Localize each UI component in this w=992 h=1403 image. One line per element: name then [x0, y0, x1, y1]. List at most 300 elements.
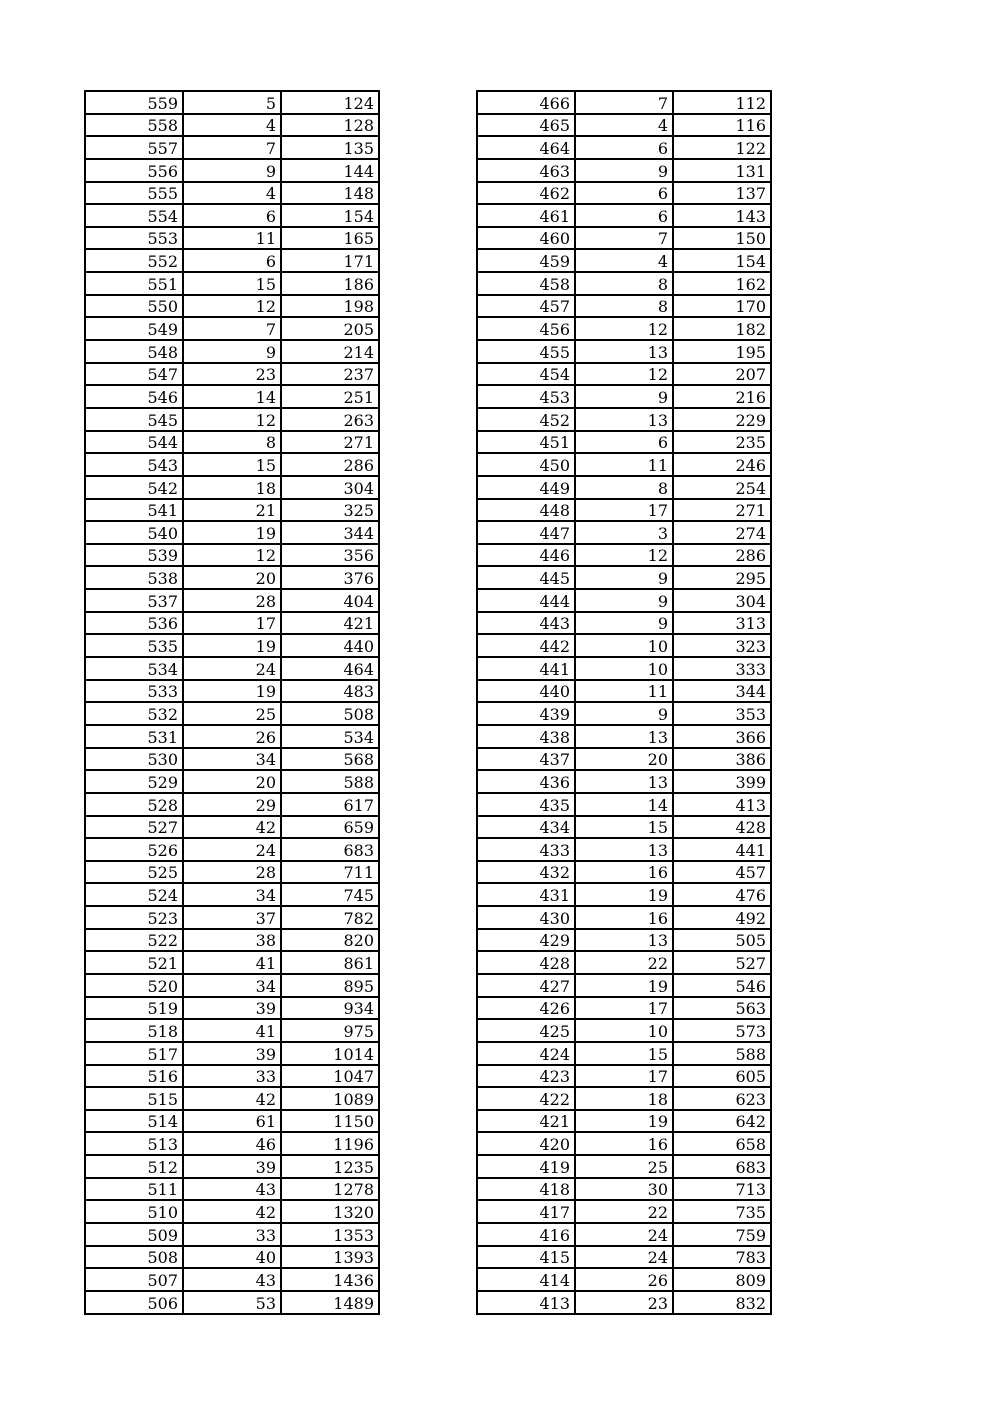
- score-cell: 445: [477, 566, 575, 589]
- score-cell: 520: [85, 974, 183, 997]
- count-cell: 25: [575, 1155, 673, 1178]
- count-cell: 12: [575, 544, 673, 567]
- count-cell: 43: [183, 1268, 281, 1291]
- count-cell: 9: [183, 159, 281, 182]
- cumulative-cell: 246: [673, 453, 771, 476]
- score-cell: 509: [85, 1223, 183, 1246]
- table-row: [477, 929, 771, 952]
- score-cell: 463: [477, 159, 575, 182]
- cumulative-cell: 428: [673, 816, 771, 839]
- cumulative-cell: 344: [673, 680, 771, 703]
- score-cell: 429: [477, 929, 575, 952]
- table-row: [85, 408, 379, 431]
- score-cell: 418: [477, 1178, 575, 1201]
- count-cell: 6: [183, 204, 281, 227]
- score-cell: 527: [85, 816, 183, 839]
- table-row: [477, 974, 771, 997]
- score-cell: 510: [85, 1200, 183, 1223]
- score-cell: 516: [85, 1065, 183, 1088]
- count-cell: 22: [575, 1200, 673, 1223]
- cumulative-cell: 1436: [281, 1268, 379, 1291]
- table-row: [477, 680, 771, 703]
- table-row: [85, 91, 379, 114]
- table-row: [85, 657, 379, 680]
- count-cell: 13: [575, 408, 673, 431]
- cumulative-cell: 527: [673, 951, 771, 974]
- count-cell: 18: [575, 1087, 673, 1110]
- cumulative-cell: 783: [673, 1246, 771, 1269]
- table-row: [477, 227, 771, 250]
- count-cell: 24: [575, 1223, 673, 1246]
- count-cell: 9: [575, 589, 673, 612]
- cumulative-cell: 492: [673, 906, 771, 929]
- table-row: [85, 725, 379, 748]
- score-cell: 448: [477, 499, 575, 522]
- score-cell: 443: [477, 612, 575, 635]
- count-cell: 12: [183, 295, 281, 318]
- score-cell: 438: [477, 725, 575, 748]
- count-cell: 11: [575, 680, 673, 703]
- table-row: [477, 1246, 771, 1269]
- score-cell: 424: [477, 1042, 575, 1065]
- table-row: [477, 544, 771, 567]
- score-cell: 550: [85, 295, 183, 318]
- count-cell: 34: [183, 883, 281, 906]
- count-cell: 61: [183, 1110, 281, 1133]
- count-cell: 41: [183, 951, 281, 974]
- table-row: [477, 476, 771, 499]
- score-cell: 462: [477, 182, 575, 205]
- table-row: [477, 997, 771, 1020]
- score-cell: 444: [477, 589, 575, 612]
- cumulative-cell: 143: [673, 204, 771, 227]
- cumulative-cell: 198: [281, 295, 379, 318]
- cumulative-cell: 182: [673, 317, 771, 340]
- cumulative-cell: 128: [281, 114, 379, 137]
- count-cell: 13: [575, 725, 673, 748]
- count-cell: 19: [575, 1110, 673, 1133]
- cumulative-cell: 975: [281, 1019, 379, 1042]
- score-cell: 553: [85, 227, 183, 250]
- table-row: [477, 91, 771, 114]
- cumulative-cell: 683: [673, 1155, 771, 1178]
- count-cell: 15: [575, 1042, 673, 1065]
- table-row: [477, 589, 771, 612]
- count-cell: 6: [575, 136, 673, 159]
- cumulative-cell: 399: [673, 770, 771, 793]
- count-cell: 7: [183, 317, 281, 340]
- score-cell: 542: [85, 476, 183, 499]
- count-cell: 28: [183, 589, 281, 612]
- table-row: [477, 408, 771, 431]
- score-cell: 532: [85, 702, 183, 725]
- cumulative-cell: 386: [673, 748, 771, 771]
- score-cell: 435: [477, 793, 575, 816]
- table-row: [85, 838, 379, 861]
- table-row: [477, 182, 771, 205]
- cumulative-cell: 861: [281, 951, 379, 974]
- count-cell: 16: [575, 906, 673, 929]
- score-cell: 511: [85, 1178, 183, 1201]
- table-row: [477, 612, 771, 635]
- score-cell: 544: [85, 431, 183, 454]
- cumulative-cell: 313: [673, 612, 771, 635]
- score-cell: 446: [477, 544, 575, 567]
- table-row: [85, 1065, 379, 1088]
- count-cell: 9: [575, 612, 673, 635]
- table-row: [85, 431, 379, 454]
- count-cell: 37: [183, 906, 281, 929]
- cumulative-cell: 605: [673, 1065, 771, 1088]
- score-cell: 557: [85, 136, 183, 159]
- count-cell: 17: [575, 997, 673, 1020]
- table-body: [85, 91, 379, 1314]
- cumulative-cell: 1089: [281, 1087, 379, 1110]
- score-cell: 425: [477, 1019, 575, 1042]
- score-cell: 537: [85, 589, 183, 612]
- count-cell: 39: [183, 1155, 281, 1178]
- count-cell: 8: [575, 295, 673, 318]
- count-cell: 10: [575, 634, 673, 657]
- cumulative-cell: 333: [673, 657, 771, 680]
- table-row: [477, 204, 771, 227]
- cumulative-cell: 573: [673, 1019, 771, 1042]
- count-cell: 16: [575, 1132, 673, 1155]
- score-cell: 517: [85, 1042, 183, 1065]
- cumulative-cell: 344: [281, 521, 379, 544]
- score-cell: 506: [85, 1291, 183, 1314]
- cumulative-cell: 216: [673, 385, 771, 408]
- score-cell: 433: [477, 838, 575, 861]
- score-cell: 529: [85, 770, 183, 793]
- score-cell: 414: [477, 1268, 575, 1291]
- count-cell: 38: [183, 929, 281, 952]
- table-row: [85, 1246, 379, 1269]
- cumulative-cell: 457: [673, 861, 771, 884]
- table-row: [85, 1223, 379, 1246]
- count-cell: 42: [183, 1200, 281, 1223]
- cumulative-cell: 820: [281, 929, 379, 952]
- cumulative-cell: 304: [673, 589, 771, 612]
- score-cell: 439: [477, 702, 575, 725]
- cumulative-cell: 137: [673, 182, 771, 205]
- count-cell: 13: [575, 340, 673, 363]
- count-cell: 3: [575, 521, 673, 544]
- cumulative-cell: 441: [673, 838, 771, 861]
- table-row: [477, 1132, 771, 1155]
- cumulative-cell: 274: [673, 521, 771, 544]
- table-row: [85, 1042, 379, 1065]
- count-cell: 17: [183, 612, 281, 635]
- count-cell: 10: [575, 1019, 673, 1042]
- cumulative-cell: 229: [673, 408, 771, 431]
- cumulative-cell: 323: [673, 634, 771, 657]
- cumulative-cell: 366: [673, 725, 771, 748]
- table-row: [477, 136, 771, 159]
- score-cell: 461: [477, 204, 575, 227]
- table-row: [85, 566, 379, 589]
- cumulative-cell: 1320: [281, 1200, 379, 1223]
- score-cell: 543: [85, 453, 183, 476]
- cumulative-cell: 1235: [281, 1155, 379, 1178]
- table-row: [477, 861, 771, 884]
- cumulative-cell: 895: [281, 974, 379, 997]
- cumulative-cell: 658: [673, 1132, 771, 1155]
- count-cell: 19: [183, 634, 281, 657]
- table-row: [85, 1178, 379, 1201]
- count-cell: 11: [575, 453, 673, 476]
- count-cell: 18: [183, 476, 281, 499]
- cumulative-cell: 1393: [281, 1246, 379, 1269]
- count-cell: 33: [183, 1065, 281, 1088]
- score-cell: 451: [477, 431, 575, 454]
- cumulative-cell: 1353: [281, 1223, 379, 1246]
- cumulative-cell: 235: [673, 431, 771, 454]
- cumulative-cell: 186: [281, 272, 379, 295]
- count-cell: 17: [575, 1065, 673, 1088]
- count-cell: 11: [183, 227, 281, 250]
- score-cell: 426: [477, 997, 575, 1020]
- table-row: [85, 114, 379, 137]
- cumulative-cell: 782: [281, 906, 379, 929]
- table-row: [85, 317, 379, 340]
- cumulative-cell: 171: [281, 249, 379, 272]
- cumulative-cell: 122: [673, 136, 771, 159]
- score-cell: 533: [85, 680, 183, 703]
- count-cell: 6: [575, 204, 673, 227]
- count-cell: 29: [183, 793, 281, 816]
- cumulative-cell: 376: [281, 566, 379, 589]
- score-cell: 421: [477, 1110, 575, 1133]
- cumulative-cell: 154: [673, 249, 771, 272]
- count-cell: 19: [575, 883, 673, 906]
- table-row: [85, 1291, 379, 1314]
- score-cell: 452: [477, 408, 575, 431]
- count-cell: 4: [575, 249, 673, 272]
- table-row: [85, 748, 379, 771]
- score-cell: 427: [477, 974, 575, 997]
- count-cell: 24: [183, 838, 281, 861]
- count-cell: 14: [183, 385, 281, 408]
- table-row: [477, 793, 771, 816]
- count-cell: 20: [575, 748, 673, 771]
- table-row: [85, 974, 379, 997]
- table-row: [477, 1110, 771, 1133]
- count-cell: 46: [183, 1132, 281, 1155]
- cumulative-cell: 588: [281, 770, 379, 793]
- score-cell: 432: [477, 861, 575, 884]
- cumulative-cell: 421: [281, 612, 379, 635]
- cumulative-cell: 413: [673, 793, 771, 816]
- count-cell: 7: [183, 136, 281, 159]
- cumulative-cell: 304: [281, 476, 379, 499]
- table-row: [85, 136, 379, 159]
- score-cell: 453: [477, 385, 575, 408]
- cumulative-cell: 745: [281, 883, 379, 906]
- count-cell: 17: [575, 499, 673, 522]
- table-row: [477, 906, 771, 929]
- count-cell: 39: [183, 997, 281, 1020]
- table-row: [477, 1155, 771, 1178]
- table-row: [85, 385, 379, 408]
- count-cell: 42: [183, 1087, 281, 1110]
- table-row: [477, 1291, 771, 1314]
- cumulative-cell: 271: [673, 499, 771, 522]
- cumulative-cell: 131: [673, 159, 771, 182]
- score-cell: 541: [85, 499, 183, 522]
- table-row: [85, 340, 379, 363]
- count-cell: 8: [183, 431, 281, 454]
- cumulative-cell: 1489: [281, 1291, 379, 1314]
- count-cell: 23: [575, 1291, 673, 1314]
- cumulative-cell: 170: [673, 295, 771, 318]
- cumulative-cell: 148: [281, 182, 379, 205]
- table-row: [477, 838, 771, 861]
- table-row: [85, 204, 379, 227]
- score-cell: 440: [477, 680, 575, 703]
- cumulative-cell: 711: [281, 861, 379, 884]
- count-cell: 6: [575, 182, 673, 205]
- score-cell: 521: [85, 951, 183, 974]
- score-cell: 536: [85, 612, 183, 635]
- score-cell: 531: [85, 725, 183, 748]
- count-cell: 12: [575, 363, 673, 386]
- score-cell: 514: [85, 1110, 183, 1133]
- score-cell: 431: [477, 883, 575, 906]
- score-cell: 539: [85, 544, 183, 567]
- score-cell: 555: [85, 182, 183, 205]
- score-cell: 552: [85, 249, 183, 272]
- count-cell: 53: [183, 1291, 281, 1314]
- table-row: [85, 453, 379, 476]
- score-cell: 456: [477, 317, 575, 340]
- cumulative-cell: 476: [673, 883, 771, 906]
- score-cell: 464: [477, 136, 575, 159]
- score-cell: 416: [477, 1223, 575, 1246]
- score-cell: 422: [477, 1087, 575, 1110]
- score-cell: 522: [85, 929, 183, 952]
- cumulative-cell: 150: [673, 227, 771, 250]
- count-cell: 19: [183, 521, 281, 544]
- score-cell: 526: [85, 838, 183, 861]
- score-cell: 518: [85, 1019, 183, 1042]
- table-row: [477, 634, 771, 657]
- cumulative-cell: 588: [673, 1042, 771, 1065]
- count-cell: 24: [575, 1246, 673, 1269]
- cumulative-cell: 505: [673, 929, 771, 952]
- table-row: [477, 272, 771, 295]
- score-cell: 540: [85, 521, 183, 544]
- cumulative-cell: 205: [281, 317, 379, 340]
- table-row: [477, 657, 771, 680]
- count-cell: 9: [575, 566, 673, 589]
- count-cell: 9: [575, 159, 673, 182]
- cumulative-cell: 1150: [281, 1110, 379, 1133]
- score-cell: 457: [477, 295, 575, 318]
- score-cell: 554: [85, 204, 183, 227]
- table-row: [85, 1110, 379, 1133]
- table-row: [85, 816, 379, 839]
- table-row: [85, 793, 379, 816]
- count-cell: 20: [183, 770, 281, 793]
- cumulative-cell: 254: [673, 476, 771, 499]
- cumulative-cell: 124: [281, 91, 379, 114]
- count-cell: 5: [183, 91, 281, 114]
- cumulative-cell: 353: [673, 702, 771, 725]
- score-cell: 548: [85, 340, 183, 363]
- cumulative-cell: 934: [281, 997, 379, 1020]
- cumulative-cell: 325: [281, 499, 379, 522]
- cumulative-cell: 135: [281, 136, 379, 159]
- count-cell: 41: [183, 1019, 281, 1042]
- cumulative-cell: 286: [281, 453, 379, 476]
- count-cell: 6: [575, 431, 673, 454]
- count-cell: 43: [183, 1178, 281, 1201]
- count-cell: 15: [183, 453, 281, 476]
- table-row: [477, 1042, 771, 1065]
- table-row: [85, 1268, 379, 1291]
- score-cell: 538: [85, 566, 183, 589]
- score-cell: 436: [477, 770, 575, 793]
- score-cell: 547: [85, 363, 183, 386]
- count-cell: 26: [183, 725, 281, 748]
- table-row: [85, 521, 379, 544]
- table-row: [477, 883, 771, 906]
- cumulative-cell: 713: [673, 1178, 771, 1201]
- score-cell: 460: [477, 227, 575, 250]
- table-row: [85, 295, 379, 318]
- score-table-right: [476, 90, 772, 1315]
- score-cell: 528: [85, 793, 183, 816]
- score-cell: 447: [477, 521, 575, 544]
- score-cell: 423: [477, 1065, 575, 1088]
- score-cell: 454: [477, 363, 575, 386]
- cumulative-cell: 508: [281, 702, 379, 725]
- table-row: [85, 182, 379, 205]
- score-cell: 515: [85, 1087, 183, 1110]
- cumulative-cell: 483: [281, 680, 379, 703]
- table-row: [477, 1178, 771, 1201]
- table-row: [85, 702, 379, 725]
- score-cell: 535: [85, 634, 183, 657]
- table-row: [85, 499, 379, 522]
- cumulative-cell: 759: [673, 1223, 771, 1246]
- table-row: [85, 951, 379, 974]
- table-row: [85, 363, 379, 386]
- table-row: [477, 249, 771, 272]
- count-cell: 12: [183, 544, 281, 567]
- score-cell: 434: [477, 816, 575, 839]
- table-row: [477, 725, 771, 748]
- count-cell: 8: [575, 476, 673, 499]
- score-cell: 530: [85, 748, 183, 771]
- count-cell: 26: [575, 1268, 673, 1291]
- table-row: [85, 1200, 379, 1223]
- count-cell: 40: [183, 1246, 281, 1269]
- table-row: [85, 929, 379, 952]
- count-cell: 25: [183, 702, 281, 725]
- count-cell: 9: [575, 702, 673, 725]
- table-row: [477, 1268, 771, 1291]
- count-cell: 12: [183, 408, 281, 431]
- score-cell: 455: [477, 340, 575, 363]
- table-row: [85, 861, 379, 884]
- cumulative-cell: 832: [673, 1291, 771, 1314]
- cumulative-cell: 1278: [281, 1178, 379, 1201]
- table-row: [85, 906, 379, 929]
- cumulative-cell: 546: [673, 974, 771, 997]
- table-row: [85, 680, 379, 703]
